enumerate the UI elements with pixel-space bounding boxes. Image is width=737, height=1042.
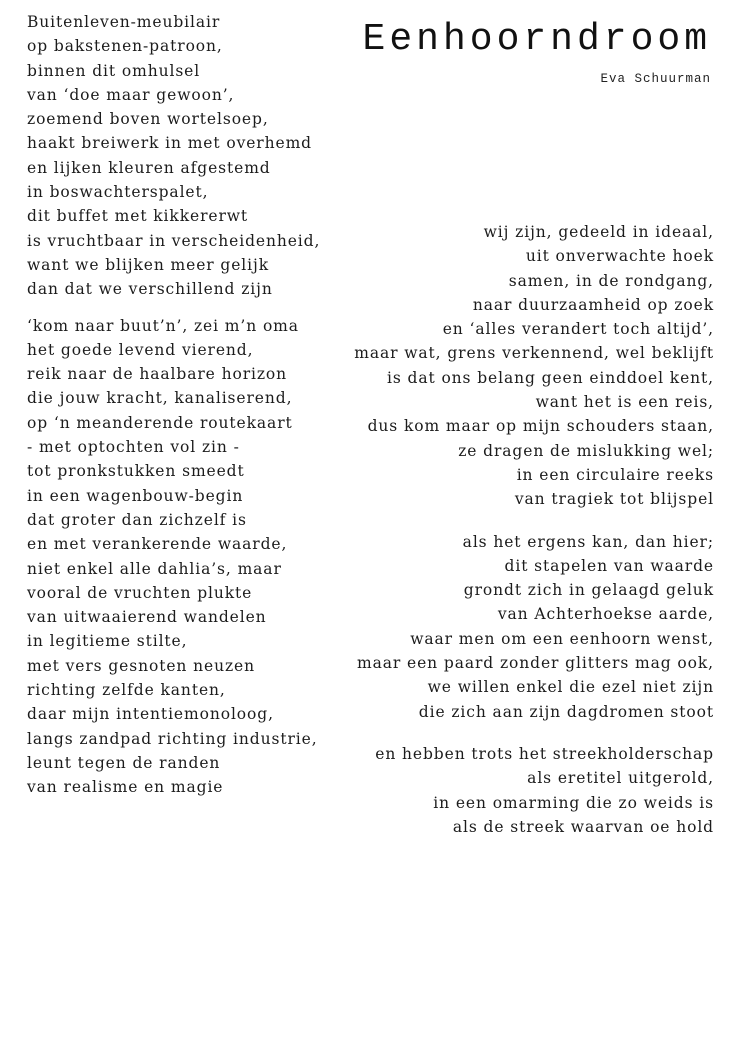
verse-line: niet enkel alle dahlia’s, maar bbox=[27, 559, 282, 578]
verse-line: in een omarming die zo weids is bbox=[433, 793, 714, 812]
verse-line: op ‘n meanderende routekaart bbox=[27, 413, 293, 432]
verse-line: van realisme en magie bbox=[27, 778, 224, 797]
stanza bbox=[354, 742, 714, 839]
verse-line: in een circulaire reeks bbox=[516, 465, 714, 484]
verse-line: is vruchtbaar in verscheidenheid, bbox=[27, 231, 321, 250]
verse-line: op bakstenen-patroon, bbox=[27, 37, 223, 56]
right-column bbox=[354, 220, 714, 839]
verse-line: die jouw kracht, kanaliserend, bbox=[27, 389, 293, 408]
stanza bbox=[27, 10, 320, 302]
stanza-gap bbox=[354, 724, 714, 742]
verse-line: is dat ons belang geen einddoel kent, bbox=[386, 368, 714, 387]
verse-line: met vers gesnoten neuzen bbox=[27, 656, 255, 675]
verse-line: dus kom maar op mijn schouders staan, bbox=[367, 417, 714, 436]
verse-line: ‘kom naar buut’n’, zei m’n oma bbox=[27, 316, 299, 335]
verse-line: van tragiek tot blijspel bbox=[514, 490, 714, 509]
poem-title: Eenhoorndroom bbox=[362, 18, 711, 61]
verse-line: in legitieme stilte, bbox=[27, 632, 188, 651]
verse-line: die zich aan zijn dagdromen stoot bbox=[418, 702, 714, 721]
verse-line: dit stapelen van waarde bbox=[504, 556, 714, 575]
verse-line: ze dragen de mislukking wel; bbox=[458, 441, 714, 460]
verse-line: richting zelfde kanten, bbox=[27, 681, 226, 700]
verse-line: wij zijn, gedeeld in ideaal, bbox=[483, 223, 714, 241]
stanza-gap bbox=[354, 512, 714, 530]
verse-line: in boswachterspalet, bbox=[27, 183, 209, 202]
left-column bbox=[27, 10, 320, 800]
verse-line: we willen enkel die ezel niet zijn bbox=[427, 678, 714, 697]
verse-line: maar wat, grens verkennend, wel beklijft bbox=[354, 344, 714, 363]
verse-line: daar mijn intentiemonoloog, bbox=[27, 705, 274, 724]
verse-line: maar een paard zonder glitters mag ook, bbox=[357, 654, 714, 673]
verse-line: langs zandpad richting industrie, bbox=[27, 729, 318, 748]
stanza bbox=[354, 220, 714, 512]
verse-line: dan dat we verschillend zijn bbox=[27, 280, 273, 299]
stanza bbox=[354, 530, 714, 724]
verse-line: als de streek waarvan oe hold bbox=[452, 817, 714, 836]
verse-line: van ‘doe maar gewoon’, bbox=[27, 85, 235, 104]
verse-line: en lijken kleuren afgestemd bbox=[27, 158, 271, 177]
verse-line: het goede levend vierend, bbox=[27, 340, 254, 359]
stanza-gap bbox=[27, 302, 320, 314]
verse-line: want het is een reis, bbox=[535, 393, 714, 412]
verse-line: als eretitel uitgerold, bbox=[527, 769, 714, 788]
verse-line: naar duurzaamheid op zoek bbox=[472, 295, 714, 314]
verse-line: dat groter dan zichzelf is bbox=[27, 510, 247, 529]
author-name: Eva Schuurman bbox=[600, 72, 711, 86]
verse-line: grondt zich in gelaagd geluk bbox=[463, 581, 714, 600]
verse-line: Buitenleven-meubilair bbox=[27, 13, 221, 31]
verse-line: want we blijken meer gelijk bbox=[27, 255, 270, 274]
verse-line: waar men om een eenhoorn wenst, bbox=[410, 629, 714, 648]
verse-line: - met optochten vol zin - bbox=[27, 438, 240, 457]
verse-line: van uitwaaierend wandelen bbox=[27, 608, 267, 627]
verse-line: vooral de vruchten plukte bbox=[27, 583, 253, 602]
verse-line: dit buffet met kikkererwt bbox=[27, 207, 249, 226]
verse-line: en met verankerende waarde, bbox=[27, 535, 288, 554]
verse-line: leunt tegen de randen bbox=[27, 753, 221, 772]
verse-line: als het ergens kan, dan hier; bbox=[462, 532, 714, 551]
verse-line: reik naar de haalbare horizon bbox=[27, 365, 288, 384]
verse-line: uit onverwachte hoek bbox=[525, 247, 714, 266]
verse-line: binnen dit omhulsel bbox=[27, 61, 201, 80]
verse-line: en hebben trots het streekholderschap bbox=[375, 744, 714, 763]
verse-line: samen, in de rondgang, bbox=[508, 271, 714, 290]
verse-line: van Achterhoekse aarde, bbox=[497, 605, 714, 624]
verse-line: haakt breiwerk in met overhemd bbox=[27, 134, 312, 153]
verse-line: en ‘alles verandert toch altijd’, bbox=[442, 320, 714, 339]
verse-line: zoemend boven wortelsoep, bbox=[27, 110, 269, 129]
stanza bbox=[27, 314, 320, 800]
verse-line: tot pronkstukken smeedt bbox=[27, 462, 245, 481]
verse-line: in een wagenbouw-begin bbox=[27, 486, 244, 505]
